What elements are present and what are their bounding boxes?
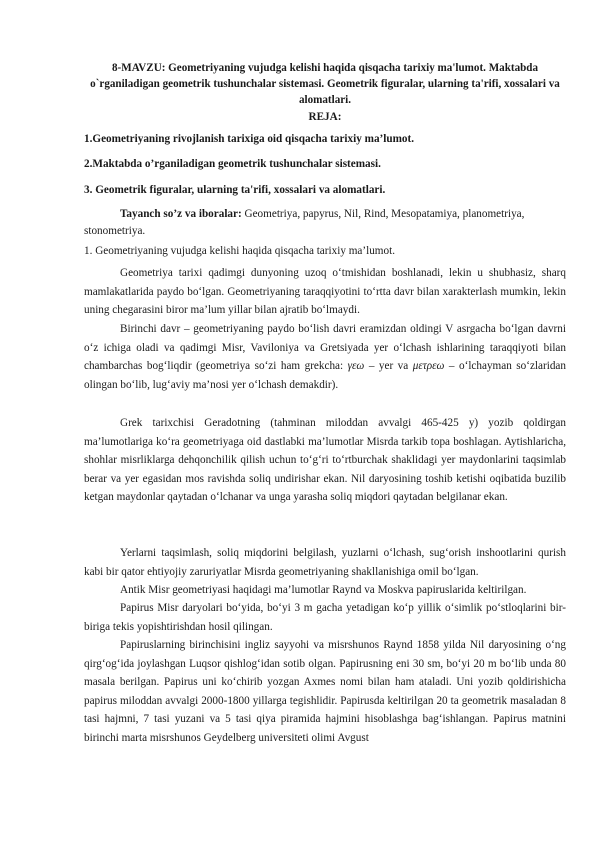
- paragraph-first-period-part-c: – o‘lchayman so‘zlaridan olingan bo‘lib, lug‘aviy ma’nosi yer o‘lchash demakdir).: [84, 360, 566, 391]
- plan-item-1: 1.Geometriyaning rivojlanish tarixiga oid qisqacha tarixiy ma’lumot.: [84, 133, 415, 145]
- paragraph-first-period-part-a: Birinchi davr – geometriyaning paydo bo‘lish davri eramizdan oldingi V asrgacha bo‘lgan davrni o‘z ichiga oladi va qadimgi Misr, Vaviloniya va Gretsiyada yer o‘lchash ishlarining taraqqiyoti bilan chambarchas bog‘liqdir (geometriya so‘zi ham grekcha:: [84, 323, 566, 373]
- paragraph-needs: Yerlarni taqsimlash, soliq miqdorini belgilash, yuzlarni o‘lchash, sug‘orish inshootlarini qurish kabi bir qator ehtiyojiy zaruriyatlar Misrda geometriyaning shakllanishiga omil bo‘lgan.: [84, 547, 566, 578]
- greek-word-metreo: μετρεω: [412, 360, 445, 373]
- paragraph-first-period: [84, 320, 566, 394]
- paragraph-rhind-papyrus: Papiruslarning birinchisini ingliz sayyohi va misrshunos Raynd 1858 yilda Nil daryosining o‘ng qirg‘og‘ida joylashgan Luqsor qishlog‘idan sotib olgan. Papirusning eni 30 sm, bo‘yi 20 m bo‘lib unda 80 masala berilgan. Papirus uni ko‘chirib yozgan Axmes nomi bilan ham ataladi. Uni yozib qoldirishicha papirus miloddan avvalgi 2000-1800 yillarga tegishlidir. Papirusda keltirilgan 20 ta geometrik masaladan 8 tasi hajmni, 7 tasi yuzani va 5 tasi qiya piramida hajmini hisoblashga bag‘ishlangan. Papirus matnini birinchi marta misrshunos Geydelberg universiteti olimi Avgust: [84, 639, 566, 744]
- paragraph-papyrus-material: Papirus Misr daryolari bo‘yida, bo‘yi 3 m gacha yetadigan ko‘p yillik o‘simlik po‘stloqlarini bir-biriga tekis yopishtirishdan hosil qilingan.: [84, 602, 566, 633]
- paragraph-history-intro: Geometriya tarixi qadimgi dunyoning uzoq o‘tmishidan boshlanadi, lekin u shubhasiz, sharq mamlakatlarida paydo bo‘lgan. Geometriyaning taraqqiyotini to‘rtta davr bilan xarakterlash mumkin, lekin uning chegarasini biror ma’lum yillar bilan ajratib bo‘lmaydi.: [84, 267, 566, 317]
- paragraph-papyri: Antik Misr geometriyasi haqidagi ma’lumotlar Raynd va Moskva papiruslarida keltirilgan.: [120, 584, 527, 596]
- paragraph-herodotus: Grek tarixchisi Geradotning (tahminan miloddan avvalgi 465-425 y) yozib qoldirgan ma’lumotlariga ko‘ra geometriyaga oid dastlabki ma’lumotlar Misrda tarkib topa boshlagan. Aytishlaricha, shohlar misrliklarga dehqonchilik qilish uchun to‘g‘ri to‘rtburchak shaklidagi yer maydonlarini taqsimlab berar va yer egasidan mos ravishda soliq undirishar ekan. Nil daryosining toshib ketishi oqibatida buzilib ketgan maydonlar qaytadan o‘lchanar va unga yarasha soliq miqdori qaytadan belgilanar ekan.: [84, 417, 566, 504]
- plan-item-2: 2.Maktabda o’rganiladigan geometrik tushunchalar sistemasi.: [84, 158, 381, 170]
- plan-item-3: 3. Geometrik figuralar, ularning ta'rifi, xossalari va alomatlari.: [84, 184, 386, 196]
- plan-heading: REJA:: [308, 111, 342, 123]
- keywords-text: Geometriya, papyrus, Nil, Rind, Mesopatamiya, planometriya, stonometriya.: [84, 208, 525, 238]
- greek-word-geo: γεω: [347, 360, 365, 373]
- keywords-lead: Tayanch so’z va iboralar:: [120, 208, 242, 220]
- page-title: 8-MAVZU: Geometriyaning vujudga kelishi haqida qisqacha tarixiy ma'lumot. Maktabda o`rganiladigan geometrik tushunchalar sistemasi. Geometrik figuralar, ularning ta'rifi, xossalari va alomatlari.: [90, 62, 560, 107]
- keywords-paragraph: [84, 206, 566, 240]
- paragraph-first-period-part-b: – yer va: [364, 360, 413, 373]
- section-heading: 1. Geometriyaning vujudga kelishi haqida qisqacha tarixiy ma’lumot.: [84, 245, 395, 257]
